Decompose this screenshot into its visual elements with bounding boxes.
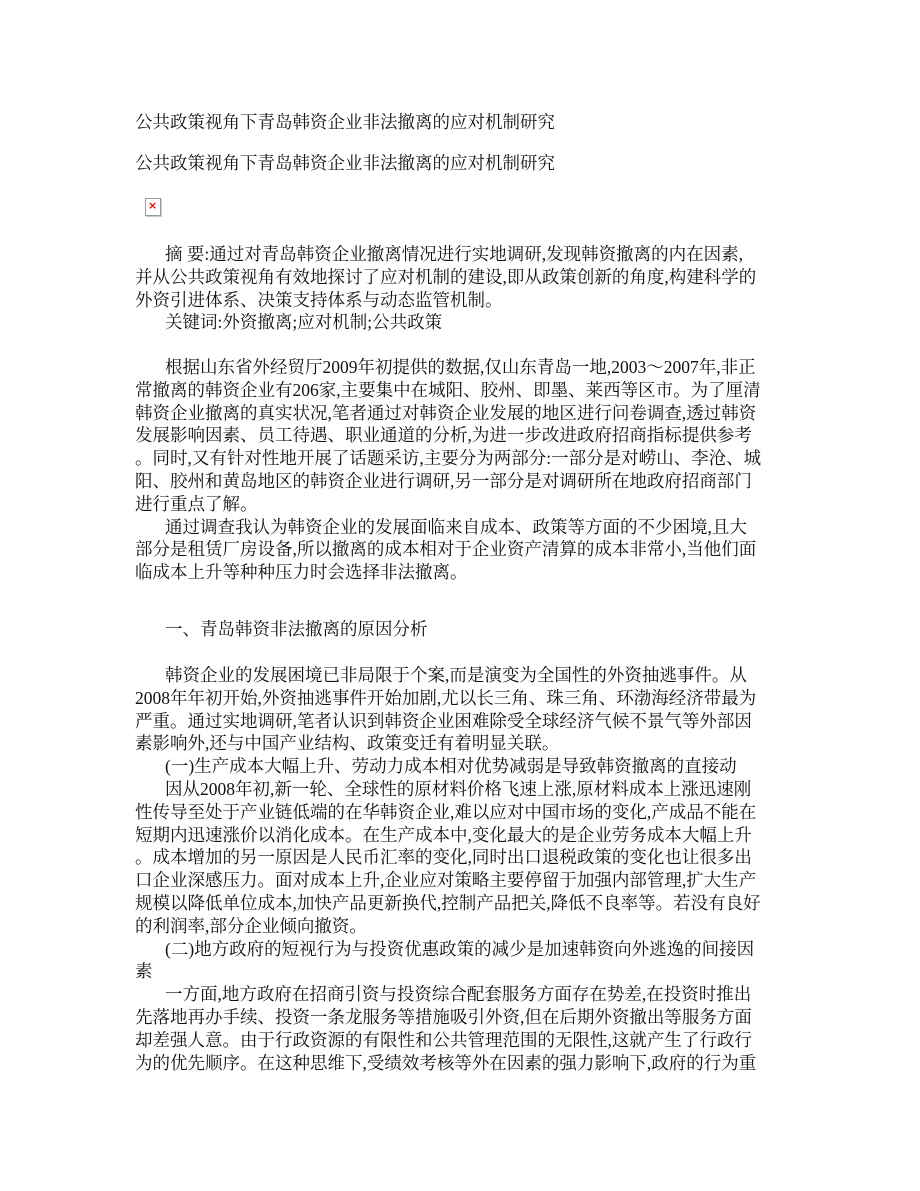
text-line: 因从2008年初,新一轮、全球性的原材料价格飞速上涨,原材料成本上涨迅速刚 <box>165 778 752 799</box>
text-line: 先落地再办手续、投资一条龙服务等措施吸引外资,但在后期外资撤出等服务方面 <box>135 1006 752 1027</box>
text-line: 。同时,又有针对性地开展了话题采访,主要分为两部分:一部分是对崂山、李沧、城 <box>135 448 762 469</box>
text-line: (一)生产成本大幅上升、劳动力成本相对优势减弱是导致韩资撤离的直接动 <box>165 756 737 777</box>
text-line: 严重。通过实地调研,笔者认识到韩资企业困难除受全球经济气候不景气等外部因 <box>135 710 752 731</box>
text-line: 进行重点了解。 <box>135 493 258 514</box>
broken-image-icon: × <box>145 198 161 216</box>
text-line: 却差强人意。由于行政资源的有限性和公共管理范围的无限性,这就产生了行政行 <box>135 1029 752 1050</box>
text-line: 并从公共政策视角有效地探讨了应对机制的建设,即从政策创新的角度,构建科学的 <box>135 266 757 287</box>
introduction <box>135 356 815 584</box>
text-line: 外资引进体系、决策支持体系与动态监管机制。 <box>135 289 503 310</box>
text-line: 韩资企业的发展困境已非局限于个案,而是演变为全国性的外资抽逃事件。从 <box>165 665 747 685</box>
text-line: 一方面,地方政府在招商引资与投资综合配套服务方面存在势差,在投资时推出 <box>165 984 752 1005</box>
text-line: 性传导至处于产业链低端的在华韩资企业,难以应对中国市场的变化,产成品不能在 <box>135 801 757 822</box>
body-text <box>135 664 815 1074</box>
text-line: 通过调查我认为韩资企业的发展面临来自成本、政策等方面的不少困境,且大 <box>165 516 747 537</box>
text-line: 摘 要:通过对青岛韩资企业撤离情况进行实地调研,发现韩资撤离的内在因素, <box>165 244 743 264</box>
text-line: 韩资企业撤离的真实状况,笔者通过对韩资企业发展的地区进行问卷调查,透过韩资 <box>135 402 757 423</box>
document-subtitle: 公共政策视角下青岛韩资企业非法撤离的应对机制研究 <box>135 153 555 173</box>
text-line: 阳、胶州和黄岛地区的韩资企业进行调研,另一部分是对调研所在地政府招商部门 <box>135 470 752 491</box>
text-line: 。成本增加的另一原因是人民币汇率的变化,同时出口退税政策的变化也让很多出 <box>135 847 752 868</box>
text-line: (二)地方政府的短视行为与投资优惠政策的减少是加速韩资向外逃逸的间接因 <box>165 938 755 959</box>
document-title: 公共政策视角下青岛韩资企业非法撤离的应对机制研究 <box>135 112 555 132</box>
text-line: 临成本上升等种种压力时会选择非法撤离。 <box>135 562 468 583</box>
text-line: 规模以降低单位成本,加快产品更新换代,控制产品把关,降低不良率等。若没有良好 <box>135 892 761 913</box>
text-line: 的利润率,部分企业倾向撤资。 <box>135 915 367 936</box>
text-line: 素 <box>135 961 153 982</box>
text-line: 为的优先顺序。在这种思维下,受绩效考核等外在因素的强力影响下,政府的行为重 <box>135 1052 757 1073</box>
text-line: 2008年年初开始,外资抽逃事件开始加剧,尤以长三角、珠三角、环渤海经济带最为 <box>135 687 757 708</box>
text-line: 常撤离的韩资企业有206家,主要集中在城阳、胶州、即墨、莱西等区市。为了厘清 <box>135 379 761 400</box>
text-line: 发展影响因素、员工待遇、职业通道的分析,为进一步改进政府招商指标提供参考 <box>135 425 752 446</box>
section-heading-text: 一、青岛韩资非法撤离的原因分析 <box>165 619 428 639</box>
text-line: 关键词:外资撤离;应对机制;公共政策 <box>165 312 443 333</box>
text-line: 部分是租赁厂房设备,所以撤离的成本相对于企业资产清算的成本非常小,当他们面 <box>135 539 757 560</box>
section-heading <box>135 618 815 641</box>
text-line: 短期内迅速涨价以消化成本。在生产成本中,变化最大的是企业劳务成本大幅上升 <box>135 824 752 845</box>
abstract <box>135 243 815 334</box>
text-line: 口企业深感压力。面对成本上升,企业应对策略主要停留于加强内部管理,扩大生产 <box>135 870 757 891</box>
text-line: 根据山东省外经贸厅2009年初提供的数据,仅山东青岛一地,2003～2007年,非正 <box>165 357 756 377</box>
text-line: 素影响外,还与中国产业结构、政策变迁有着明显关联。 <box>135 733 560 754</box>
